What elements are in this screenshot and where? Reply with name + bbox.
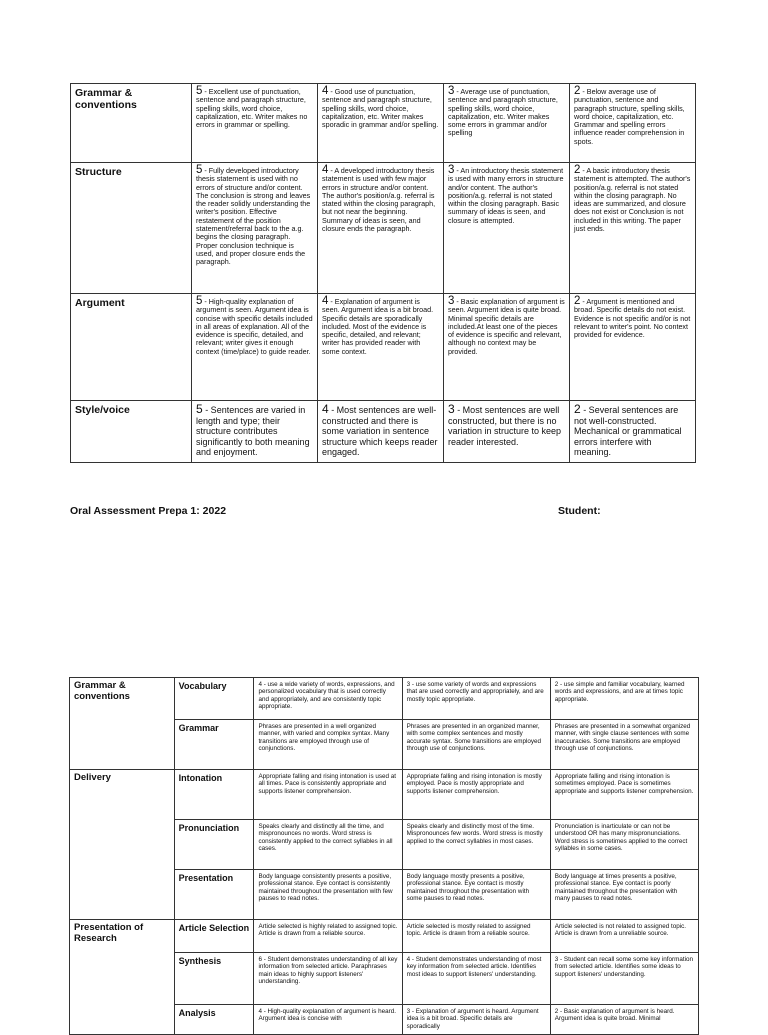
descriptor-cell: 4 - Student demonstrates understanding of most key information from selected article. Identifies most ideas to support listeners' understanding. [402,953,550,1005]
score-cell: 3 - Basic explanation of argument is seen. Argument idea is quite broad. Minimal specific details are included.At least one of the pieces of evidence is specific and relevant, although no context may be provided. [444,294,570,401]
row-category: Structure [71,163,192,294]
descriptor-cell: 3 - use some variety of words and expressions that are used correctly and appropriately, and are mostly topic appropriate. [402,678,550,720]
assessment-title: Oral Assessment Prepa 1: 2022 [70,505,227,517]
descriptor-cell: Appropriate falling and rising intonation is sometimes employed. Pace is sometimes appropriate and supports listener comprehension. [550,770,698,820]
descriptor-cell: 3 - Explanation of argument is heard. Argument idea is a bit broad. Specific details are sporadically [402,1005,550,1035]
descriptor-cell: 4 - use a wide variety of words, expressions, and personalized vocabulary that is used correctly and appropriately, and are consistently topic appropriate. [254,678,402,720]
score-cell: 4 - Good use of punctuation, sentence and paragraph structure, spelling skills, word choice, capitalization, etc. Writer makes sporadic in grammar and/or spelling. [318,84,444,163]
rubric-row-grammar [71,84,696,163]
criterion-label: Grammar [174,720,254,770]
criterion-label: Article Selection [174,920,254,953]
descriptor-cell: 2 - Basic explanation of argument is heard. Argument idea is quite broad. Minimal [550,1005,698,1035]
row-category: Style/voice [71,401,192,463]
rubric-row-argument [71,294,696,401]
descriptor-cell: Appropriate falling and rising intonation is mostly employed. Pace is mostly appropriate and supports listener comprehension. [402,770,550,820]
descriptor-cell: Speaks clearly and distinctly all the time, and mispronounces no words. Word stress is consistently applied to the correct syllables in all cases. [254,820,402,870]
writing-rubric-table [70,83,696,463]
score-cell: 3 - Average use of punctuation, sentence and paragraph structure, spelling skills, word choice, capitalization, etc. Writer makes some errors in grammar and/or spelling [444,84,570,163]
score-cell: 4 - Most sentences are well-constructed and there is some variation in sentence structure which keeps reader engaged. [318,401,444,463]
descriptor-cell: Article selected is mostly related to assigned topic. Article is drawn from a reliable source. [402,920,550,953]
descriptor-cell: 6 - Student demonstrates understanding of all key information from selected article. Paraphrases main ideas to highly support listeners' understanding. [254,953,402,1005]
oral-row-article-selection [70,920,699,953]
descriptor-cell: Body language at times presents a positive, professional stance. Eye contact is poorly maintained throughout the presentation with many pauses to read notes. [550,870,698,920]
row-category: Grammar & conventions [71,84,192,163]
descriptor-cell: 2 - use simple and familiar vocabulary, learned words and expressions, and are at times topic appropriate. [550,678,698,720]
score-cell: 5 - High-quality explanation of argument is seen. Argument idea is concise with specific details included in all areas of explanation. All of the evidence is specific, detailed, and relevant; writer gives it enough context (time/place) to guide reader. [192,294,318,401]
oral-row-vocabulary [70,678,699,720]
criterion-label: Presentation [174,870,254,920]
score-cell: 3 - Most sentences are well constructed, but there is no variation in structure to keep reader interested. [444,401,570,463]
descriptor-cell: Pronunciation is inarticulate or can not be understood OR has many mispronunciations. Word stress is sometimes applied to the correct syllables in some cases. [550,820,698,870]
group-category: Presentation of Research [70,920,175,1035]
group-category: Grammar & conventions [70,678,175,770]
score-cell: 5 - Fully developed introductory thesis statement is used with no errors of structure and/or content. The conclusion is strong and leaves the reader solidly understanding the writer's position. Effective restatement of the position statement/referral back to the a.g. begins the closing paragraph. Proper conclusion technique is used, and proper closure ends the paragraph. [192,163,318,294]
score-cell: 4 - A developed introductory thesis statement is used with few major errors in structure and/or content. The author's position/a.g. referral is stated within the closing paragraph, but not near the beginning. Summary of ideas is seen, and closure ends the paragraph. [318,163,444,294]
descriptor-cell: Article selected is highly related to assigned topic. Article is drawn from a reliable source. [254,920,402,953]
oral-row-intonation [70,770,699,820]
criterion-label: Analysis [174,1005,254,1035]
oral-rubric-table [69,677,699,1035]
score-cell: 2 - A basic introductory thesis statement is attempted. The author's position/a.g. referral is not stated within the closing paragraph. No ideas are summarized, and closure does not exist or Conclusion is not included in this writing. The paper just ends. [570,163,696,294]
criterion-label: Vocabulary [174,678,254,720]
row-category: Argument [71,294,192,401]
descriptor-cell: 3 - Student can recall some some key information from selected article. Identifies some ideas to support listeners' understanding. [550,953,698,1005]
score-cell: 5 - Excellent use of punctuation, sentence and paragraph structure, spelling skills, word choice, capitalization, etc. Writer makes no errors in grammar or spelling. [192,84,318,163]
rubric-row-style [71,401,696,463]
score-cell: 2 - Several sentences are not well-constructed. Mechanical or grammatical errors interfere with meaning. [570,401,696,463]
rubric-row-structure [71,163,696,294]
descriptor-cell: Phrases are presented in a somewhat organized manner, with single clause sentences with some inaccuracies. Some transitions are employed through use of conjunctions. [550,720,698,770]
score-cell: 2 - Argument is mentioned and broad. Specific details do not exist. Evidence is not specific and/or is not relevant to writer's point. No context provided for evidence. [570,294,696,401]
descriptor-cell: Body language mostly presents a positive, professional stance. Eye contact is mostly maintained throughout the presentation with some pauses to read notes. [402,870,550,920]
score-cell: 5 - Sentences are varied in length and type; their structure contributes significantly to both meaning and enjoyment. [192,401,318,463]
score-cell: 3 - An introductory thesis statement is used with many errors in structure and/or content. The author's position/a.g. referral is not stated within the closing paragraph. Basic summary of ideas is seen, and closure is attempted. [444,163,570,294]
score-cell: 2 - Below average use of punctuation, sentence and paragraph structure, spelling skills, word choice, capitalization, etc. Grammar and spelling errors influence reader comprehension in spots. [570,84,696,163]
descriptor-cell: Article selected is not related to assigned topic. Article is drawn from a unreliable source. [550,920,698,953]
descriptor-cell: Body language consistently presents a positive, professional stance. Eye contact is consistently maintained throughout the presentation with few pauses to read notes. [254,870,402,920]
criterion-label: Intonation [174,770,254,820]
descriptor-cell: Appropriate falling and rising intonation is used at all times. Pace is consistently appropriate and supports listener comprehension. [254,770,402,820]
criterion-label: Synthesis [174,953,254,1005]
student-label: Student: [558,505,601,517]
group-category: Delivery [70,770,175,920]
score-cell: 4 - Explanation of argument is seen. Argument idea is a bit broad. Specific details are sporadically included. Most of the evidence is specific, detailed, and relevant; writer has provided reader with some context. [318,294,444,401]
descriptor-cell: 4 - High-quality explanation of argument is heard. Argument idea is concise with [254,1005,402,1035]
descriptor-cell: Phrases are presented in a well organized manner, with varied and complex syntax. Many transitions are employed through use of conjunctions. [254,720,402,770]
criterion-label: Pronunciation [174,820,254,870]
descriptor-cell: Speaks clearly and distinctly most of the time. Mispronounces few words. Word stress is mostly applied to the correct syllables in most cases. [402,820,550,870]
descriptor-cell: Phrases are presented in an organized manner, with some complex sentences and mostly accurate syntax. Some transitions are employed through use of conjunctions. [402,720,550,770]
